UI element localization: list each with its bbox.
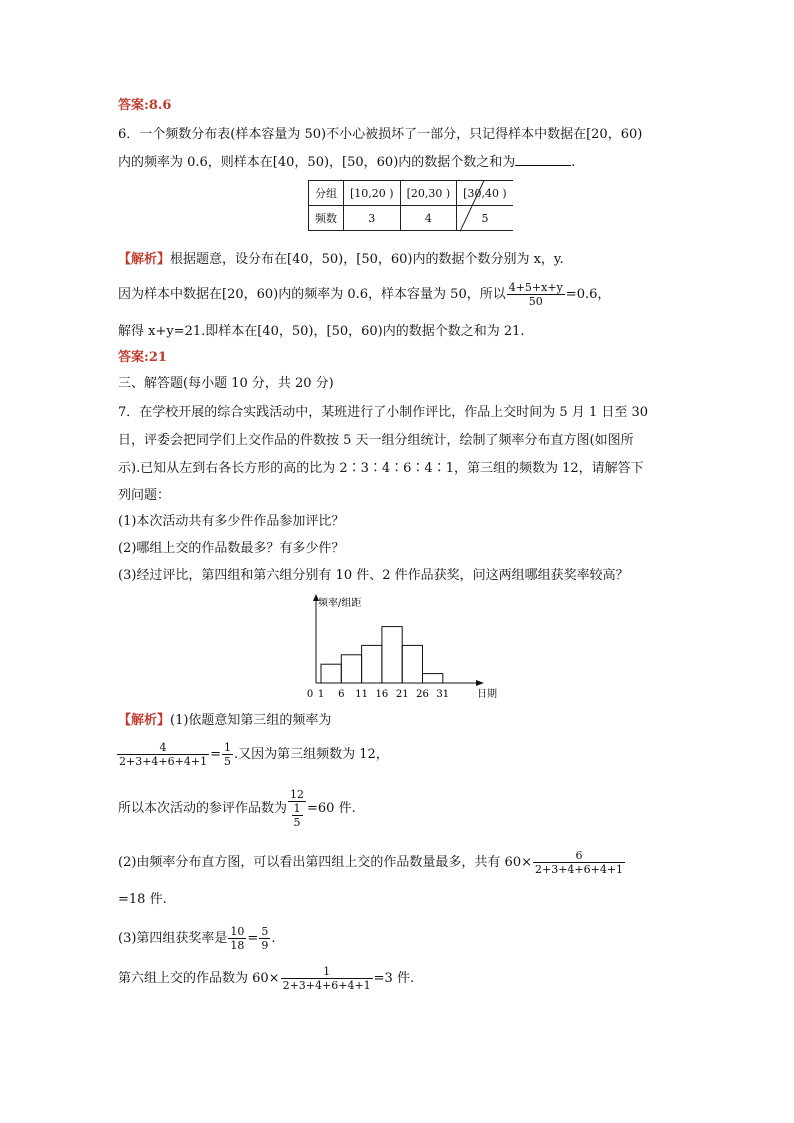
- sol7-text2: .又因为第三组频数为 12，: [233, 747, 389, 762]
- histogram-bar: [423, 674, 443, 683]
- table-cell: 5: [457, 206, 513, 231]
- fraction-denominator: 2+3+4+6+4+1: [119, 755, 208, 768]
- q7-line4: 列问题：: [118, 488, 171, 503]
- q6-line1: 6．一个频数分布表(样本容量为 50)不小心被损坏了一部分，只记得样本中数据在[20，60): [118, 127, 643, 142]
- fraction: [117, 741, 209, 768]
- analysis-tag: 【解析】: [118, 713, 171, 728]
- q7-sub2: (2)哪组上交的作品数最多？有多少件？: [118, 541, 345, 556]
- fraction: [228, 925, 246, 952]
- fraction-denominator: [288, 801, 306, 829]
- histogram-bar: [341, 655, 361, 683]
- fraction: [259, 925, 270, 952]
- fraction-numerator: 1: [223, 741, 231, 754]
- table-cell: [30,40 ): [457, 181, 513, 206]
- fraction-denominator: 18: [230, 939, 245, 952]
- sol7-line5: =18 件.: [118, 892, 167, 907]
- sol6-text2a: 因为样本中数据在[20，60)内的频率为 0.6，样本容量为 50，所以: [118, 287, 506, 302]
- y-axis-label: 频率/组距: [318, 598, 362, 609]
- fraction-numerator: 1: [323, 965, 331, 978]
- sol7-text3b: =60 件.: [307, 801, 356, 816]
- fraction-numerator: 5: [261, 925, 269, 938]
- sol7-text1: (1)依题意知第三组的频率为: [170, 713, 332, 728]
- q7-line3: 示).已知从左到右各长方形的高的比为 2∶3∶4∶6∶4∶1，第三组的频数为 12，请解答下: [118, 461, 644, 476]
- equals-sign: =: [247, 931, 259, 946]
- fraction-denominator: 5: [223, 755, 231, 768]
- x-tick-label: 21: [395, 689, 409, 700]
- equals-sign: =: [210, 747, 221, 762]
- fraction-numerator: 1: [293, 802, 301, 815]
- x-tick-label: 0: [306, 689, 314, 700]
- sol7-text4a: (2)由频率分布直方图，可以看出第四组上交的作品数量最多，共有 60×: [118, 855, 532, 870]
- sol7-text3a: 所以本次活动的参评作品数为: [118, 801, 288, 816]
- sol7-line2: [116, 738, 389, 772]
- x-tick-label: 16: [375, 689, 389, 700]
- q7-sub1: (1)本次活动共有多少件作品参加评比？: [118, 514, 345, 529]
- section-heading: 三、解答题(每小题 10 分，共 20 分): [118, 376, 334, 391]
- fraction-numerator: 6: [575, 849, 583, 862]
- q7-line2: 日，评委会把同学们上交作品的件数按 5 天一组分组统计，绘制了频率分布直方图(如图所: [118, 433, 634, 448]
- histogram-bar: [321, 664, 341, 683]
- sol6-text1: 根据题意，设分布在[40，50)，[50，60)内的数据个数分别为 x，y.: [170, 252, 564, 267]
- fraction-numerator: 4: [159, 741, 167, 754]
- fraction-denominator: 50: [507, 294, 565, 308]
- sol7-line3: [118, 784, 356, 834]
- table-cell: 3: [344, 206, 401, 231]
- q7-line1: 7．在学校开展的综合实践活动中，某班进行了小制作评比，作品上交时间为 5 月 1 日至 30: [118, 405, 649, 420]
- compound-fraction: [288, 788, 306, 829]
- table-cell: 分组: [309, 181, 344, 206]
- x-tick-label: 26: [416, 689, 429, 700]
- histogram-bar: [382, 627, 402, 683]
- fraction-numerator: 12: [290, 788, 305, 801]
- sol6-text2b: =0.6，: [565, 287, 611, 302]
- frequency-histogram: [300, 592, 500, 702]
- answer-label: 答案:: [118, 98, 149, 113]
- x-tick-label: 11: [355, 689, 368, 700]
- sol7-line7: [118, 962, 414, 996]
- sol7-line1: [118, 713, 331, 729]
- fraction: [281, 965, 373, 992]
- fraction-denominator: 5: [293, 816, 301, 829]
- fraction-denominator: 2+3+4+6+4+1: [534, 863, 624, 876]
- answer-value: 8.6: [148, 98, 172, 113]
- sol7-line6: [118, 922, 275, 956]
- sol7-text7a: 第六组上交的作品数为 60×: [118, 971, 280, 986]
- table-cell: [20,30 ): [400, 181, 457, 206]
- fraction-numerator: 10: [230, 925, 245, 938]
- answer-label: 答案:: [118, 350, 149, 365]
- sol7-text6b: .: [271, 931, 276, 946]
- table-cell: [10,20 ): [344, 181, 401, 206]
- x-tick-label: 31: [436, 689, 450, 700]
- q6-line2-text: 内的频率为 0.6，则样本在[40，50)，[50，60)内的数据个数之和为: [118, 155, 516, 170]
- table-cell: 4: [400, 206, 457, 231]
- histogram-bar: [402, 645, 422, 683]
- table-cell: 频数: [309, 206, 344, 231]
- x-axis-arrow: [476, 680, 484, 686]
- sol6-line3: 解得 x+y=21.即样本在[40，50)，[50，60)内的数据个数之和为 21.: [118, 324, 525, 339]
- fraction: [222, 741, 233, 768]
- torn-edge: [460, 180, 500, 232]
- sol6-line1: [118, 252, 564, 268]
- sol7-text7b: =3 件.: [373, 971, 415, 986]
- answer-blank: [515, 153, 571, 166]
- q6-line2: [118, 153, 575, 171]
- fraction-denominator: 9: [261, 939, 269, 952]
- sol6-line2: [118, 280, 610, 310]
- fraction-numerator: 4+5+x+y: [508, 281, 563, 294]
- histogram-bar: [362, 645, 382, 683]
- q7-sub3: (3)经过评比，第四组和第六组分别有 10 件、2 件作品获奖，问这两组哪组获奖率较高？: [118, 568, 629, 583]
- answer-line: [118, 98, 171, 114]
- x-axis-label: 日期: [477, 689, 497, 700]
- q6-line2-end: .: [571, 155, 576, 170]
- sol7-line4: [118, 846, 626, 880]
- x-tick-label: 1: [317, 689, 325, 700]
- sol7-text6a: (3)第四组获奖率是: [118, 931, 228, 946]
- fraction: [533, 849, 625, 876]
- x-tick-label: 6: [338, 689, 345, 700]
- answer-value: 21: [148, 350, 167, 365]
- analysis-tag: 【解析】: [118, 252, 171, 267]
- fraction: [507, 281, 565, 308]
- fraction-denominator: 2+3+4+6+4+1: [282, 979, 371, 992]
- answer-line: [118, 350, 167, 366]
- inner-fraction: [292, 802, 303, 829]
